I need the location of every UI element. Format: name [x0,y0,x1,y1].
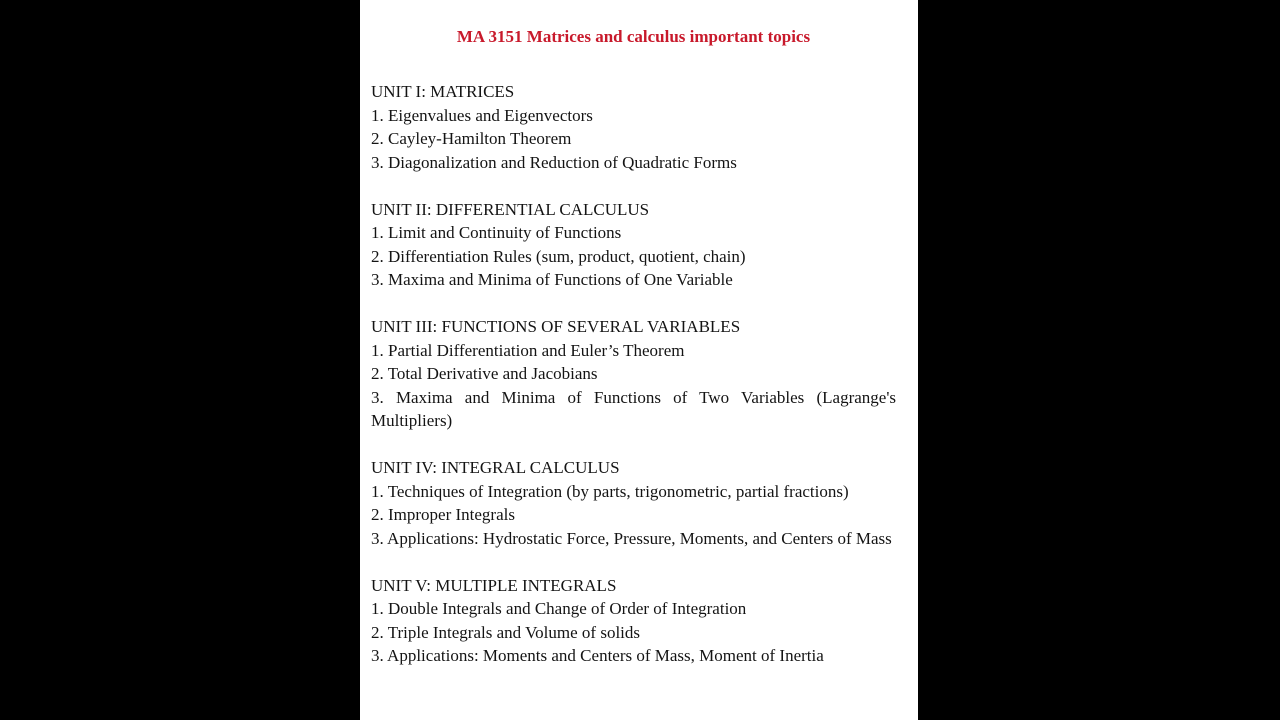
topic-item: 1. Eigenvalues and Eigenvectors [371,105,593,125]
document-page [360,0,918,720]
topic-item: 1. Partial Differentiation and Euler’s Theorem [371,340,685,360]
unit-block [371,198,896,292]
topic-item: 1. Double Integrals and Change of Order of Integration [371,599,747,618]
topic-item: 3. Diagonalization and Reduction of Quadratic Forms [371,152,737,172]
topic-item: 2. Differentiation Rules (sum, product, quotient, chain) [371,246,746,266]
unit-heading: UNIT III: FUNCTIONS OF SEVERAL VARIABLES [371,317,741,336]
topic-item: 1. Techniques of Integration (by parts, trigonometric, partial fractions) [371,481,849,501]
topic-item: 3. Applications: Hydrostatic Force, Pressure, Moments, and Centers of Mass [371,528,892,548]
page-title: MA 3151 Matrices and calculus important topics [456,27,811,46]
unit-block [371,315,896,433]
units-list [371,80,896,668]
topic-item: 3. Maxima and Minima of Functions of Two Variables (Lagrange's Multipliers) [371,387,896,430]
topic-item: 3. Maxima and Minima of Functions of One Variable [371,270,733,289]
topic-item: 2. Cayley-Hamilton Theorem [371,129,572,148]
unit-block [371,456,896,550]
unit-heading: UNIT II: DIFFERENTIAL CALCULUS [371,199,650,219]
topic-item: 2. Total Derivative and Jacobians [371,364,598,383]
unit-block [371,574,896,668]
topic-item: 2. Improper Integrals [371,505,515,524]
unit-heading: UNIT IV: INTEGRAL CALCULUS [371,458,620,477]
unit-heading: UNIT V: MULTIPLE INTEGRALS [371,575,617,595]
topic-item: 3. Applications: Moments and Centers of Mass, Moment of Inertia [371,646,824,665]
unit-block [371,80,896,174]
topic-item: 2. Triple Integrals and Volume of solids [371,622,641,642]
topic-item: 1. Limit and Continuity of Functions [371,223,622,242]
unit-heading: UNIT I: MATRICES [371,82,515,101]
